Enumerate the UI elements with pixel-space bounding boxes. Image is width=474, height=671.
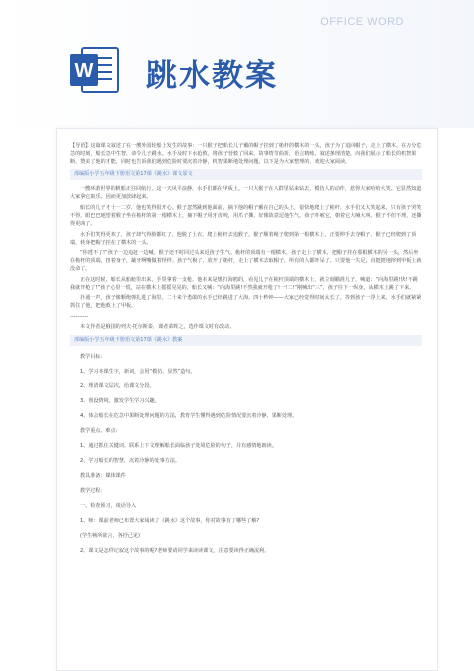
divider: ---------- [70, 313, 89, 320]
paragraph: “你逃不了!”孩子一边追赶一边喊。猴子还不时回过头来逗孩子生气。桅杆的顶端有一根横木，孩子走上了横木，把帽子挂在那根横木的另一头，然后坐在桅杆的顶端，扭着身子，龇牙咧嘴做着怪样。孩子气极了，放开了桅杆，走上了横木去取帽子。所有的人都吓呆了。只要他一失足，直挺挺地摔到甲板上就没命了。 [70, 250, 422, 273]
intro-paragraph: 【导语】这篇课文叙述了在一艘外国轮船上发生的故事：一只猴子把船长儿子戴的帽子挂到了桅杆的横木的一头，孩子为了追回帽子，走上了横木。在万分危急的时刻，船长急中生智，命令儿子跳水。水手及时下水抢救，将孩子营救了回来。故事情节曲折，语言精练，叙述条理清楚，向我们展示了船长的机智果断，赞美了他的才能，同时也告诉我们遇到危险时要沉着冷静，机智果断地处理问题。以下是为大家整理的，欢迎大家阅读。 [70, 143, 422, 166]
paragraph: 正在这时候，船长从船舱里出来，手里拿着一支枪。他本来是想打海鸥的，看见儿子在桅杆顶端的横木上，就立刻瞄准儿子，喊道：“向海里跳!快!不跳我就开枪了!”孩子心里一慌，站在横木上摇摇晃晃的。船长又喊：“向海里跳!不然我就开枪了!一!二!”刚喊出“三”，孩子往下一纵身，从横木上跳了下来。 [70, 276, 418, 291]
key-item: 2、学习船长的智慧，沉着冷静的处事方法。 [80, 458, 181, 465]
paragraph: 水手们笑得更欢了，孩子却气得脸都红了。他脱了上衣，爬上桅杆去追猴子。猴子顺着绳子爬到第一根横木上，正要伸手去夺帽子，猴子已经爬到了顶端，转身把帽子挂在了横木的一头。 [70, 231, 417, 246]
question-item: 2、课文是怎样记叙这个故事的呢?老师要请同学来读读课文，注意要读得正确流利。 [80, 548, 270, 555]
goal-item: 3、创设情境，激发学生学习兴趣。 [80, 398, 160, 405]
word-icon [66, 42, 122, 98]
logo-letter: W [74, 60, 94, 82]
paragraph: 一艘环游世界的帆船正往回航行，这一天风平浪静，水手们都在甲板上。一只大猴子在人群里钻来钻去，模仿人的动作，惹得大家哈哈大笑。它显然知道大家拿它取乐，因而更加放肆起来。 [70, 186, 422, 201]
section-heading: 教学重点、难点: [80, 428, 118, 435]
paragraph: 扑通一声，孩子像颗炮弹扎进了海里。二十来个勇敢的水手已经跳进了大海。四十秒钟——大家已经觉得时间太长了。等到孩子一浮上来，水手们就紧紧抓住了他，把他救上了甲板。 [70, 295, 422, 310]
step-heading: 一、检查预习，谈话导入 [80, 503, 137, 510]
section-banner-lesson-plan: 部编版小学五年级下册语文第17课《跳水》教案 [70, 335, 422, 346]
section-banner-original-text: 部编版小学五年级下册语文第17课《跳水》课文原文 [70, 169, 422, 180]
credit-note: 本文作者是俄国的列夫·托尔斯泰，课者菜辉之，选作课文时有改动。 [80, 324, 235, 331]
document-header [0, 0, 474, 128]
paragraph: 船长的儿子才十一二岁，他也笑得很开心。猴子忽然跳到他面前，摘下他的帽子戴在自己的头上，很快地爬上了桅杆。水手们又大笑起来，只有孩子哭笑不得，眼巴巴地望着猴子坐在桅杆的第一根横木上，摘下帽子用牙齿咬，用爪子撕，好像故意逗他生气。孩子吓唬它，朝着它大喊大叫。猴子不但不理，还撕得更凶了。 [70, 204, 422, 228]
section-heading: 教学过程: [80, 488, 103, 495]
section-heading: 教具准备：媒体课件 [80, 473, 126, 480]
question-item: 1、师：课前老师已布置大家阅读了《跳水》这个故事，你对故事有了哪些了解? [80, 518, 260, 525]
watermark: OFFICE WORD [320, 16, 404, 28]
answer-note: (学生畅所欲言，各抒己见) [80, 533, 141, 540]
goal-item: 2、理清课文层次，给课文分段。 [80, 383, 155, 390]
key-item: 1、通过抓住关键词、联系上下文理解船长面临孩子处境危险的句子，并有感情地朗读。 [80, 443, 277, 450]
goal-item: 1、学习本课生字，新词，会用“模仿、显然”造句。 [80, 368, 196, 375]
page-title: 跳水教案 [146, 58, 278, 94]
document-body [70, 142, 422, 560]
section-heading: 教学目标: [80, 353, 103, 360]
goal-item: 4、体会船长在危急中果断处理问题的方法，教育学生懂得遇到危险情况要沉着冷静、果断处理。 [80, 413, 298, 420]
